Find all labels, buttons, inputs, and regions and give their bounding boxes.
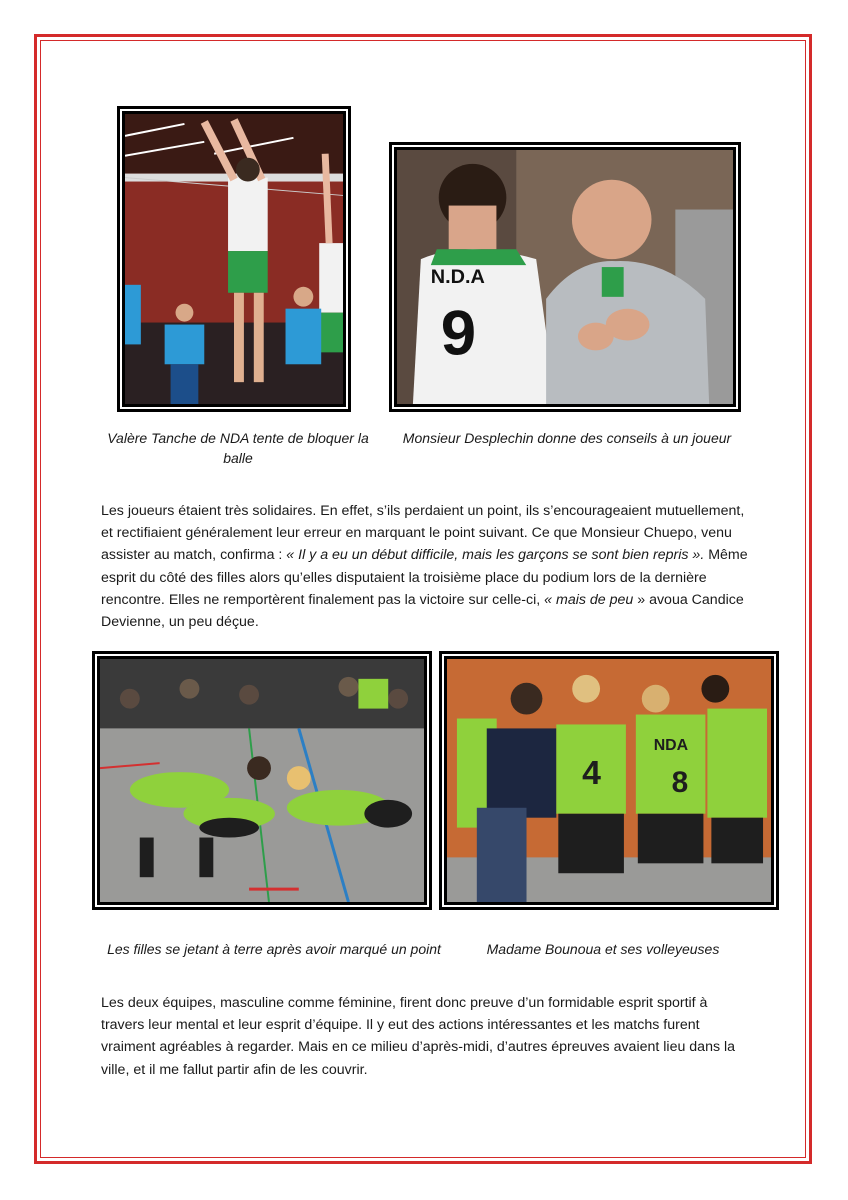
caption-block: Valère Tanche de NDA tente de bloquer la balle bbox=[107, 430, 369, 466]
paragraph-2-text: Les deux équipes, masculine comme féminine, firent donc preuve d’un formidable esprit sportif à travers leur mental et leur esprit d’équipe. Il y eut des actions intéressantes et les matchs furent vraiment agréables à regarder. Mais en ce milieu d’après-midi, d’autres épreuves avaient lieu dans la ville, et il me fallut partir afin de les couvrir. bbox=[101, 995, 736, 1078]
huddle-number-8: 8 bbox=[671, 765, 689, 799]
photo-coach bbox=[389, 142, 741, 412]
huddle-shirt-logo: NDA bbox=[653, 737, 689, 755]
photo-block-image bbox=[125, 114, 343, 404]
photo-block bbox=[117, 106, 351, 412]
caption-girls-floor: Les filles se jetant à terre après avoir marqué un point bbox=[107, 941, 441, 957]
quote-devienne: « mais de peu bbox=[544, 591, 634, 608]
quote-chuepo: « Il y a eu un début difficile, mais les garçons se sont bien repris ». bbox=[286, 547, 705, 564]
photo-girls-floor bbox=[92, 651, 432, 910]
huddle-number-4: 4 bbox=[582, 754, 601, 792]
caption-coach: Monsieur Desplechin donne des conseils à un joueur bbox=[402, 430, 732, 446]
caption-huddle: Madame Bounoua et ses volleyeuses bbox=[486, 941, 720, 957]
paragraph-1 bbox=[101, 500, 751, 633]
jersey-team-text: N.D.A bbox=[430, 265, 485, 288]
paragraph-1-text-b: Même esprit du côté des filles alors qu’elles disputaient la troisième place du podium lors de la dernière rencontre. Elles ne remportèrent finalement pas la victoire sur celle-ci, bbox=[101, 547, 748, 608]
paragraph-1-text-c: » avoua Candice Devienne, un peu déçue. bbox=[101, 591, 744, 631]
photo-huddle-image bbox=[447, 659, 771, 902]
jersey-number-text: 9 bbox=[440, 297, 477, 369]
paragraph-2 bbox=[101, 992, 751, 1081]
photo-girls-floor-image bbox=[100, 659, 424, 902]
photo-huddle bbox=[439, 651, 779, 910]
photo-coach-image bbox=[397, 150, 733, 404]
paragraph-1-text-a: Les joueurs étaient très solidaires. En effet, s’ils perdaient un point, ils s’encourageaient mutuellement, et rectifiaient généralement leur erreur en marquant le point suivant. Ce que Monsieur Chuepo, venu assister au match, confirma : bbox=[101, 503, 745, 564]
